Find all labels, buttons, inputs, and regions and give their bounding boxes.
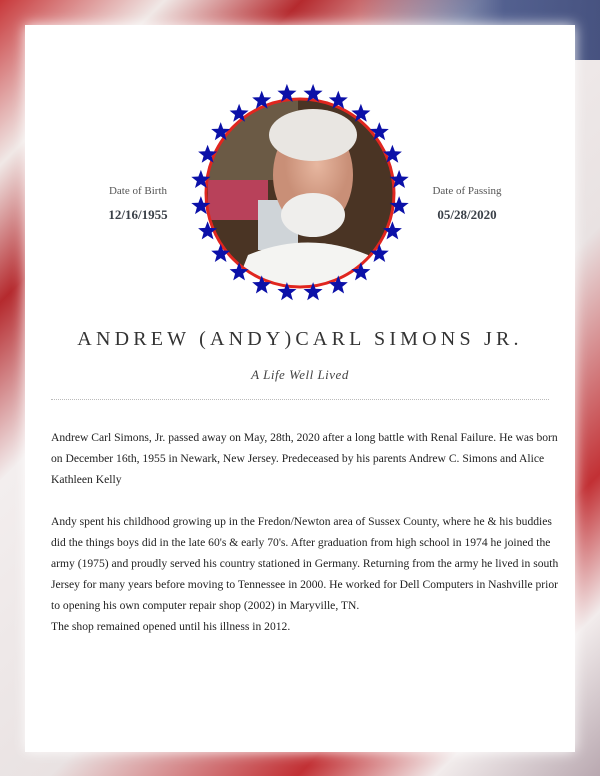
paragraph: Andrew Carl Simons, Jr. passed away on May, 28th, 2020 after a long battle with Renal Failure. He was born on December 16th, 1955 in Newark, New Jersey. Predeceased by his parents Andrew C. Simons and Alice Kathleen Kelly (51, 431, 558, 486)
passing-value: 05/28/2020 (437, 207, 497, 222)
deceased-name: ANDREW (ANDY)CARL SIMONS JR. (77, 328, 523, 350)
obituary-text (51, 427, 561, 658)
passing-label: Date of Passing (432, 185, 502, 197)
birth-date (78, 185, 198, 223)
paragraph: Andy spent his childhood growing up in the Fredon/Newton area of Sussex County, where he & his buddies did the things boys did in the late 60's & early 70's. After graduation from high school in 1974 he joined the army (1975) and proudly served his country stationed in Germany. Returning from the army he lived in south Jersey for many years before moving to Tennessee in 2000. He worked for Dell Computers in Nashville prior to opening his own computer repair shop (2002) in Maryville, TN. (51, 515, 559, 612)
passing-date (407, 185, 527, 223)
portrait-photo (188, 80, 412, 306)
paragraph: The shop remained opened until his illness in 2012. (51, 620, 291, 633)
portrait-frame (188, 80, 412, 306)
divider (51, 399, 549, 400)
tagline: A Life Well Lived (251, 367, 349, 382)
birth-value: 12/16/1955 (108, 207, 168, 222)
birth-label: Date of Birth (108, 185, 168, 197)
